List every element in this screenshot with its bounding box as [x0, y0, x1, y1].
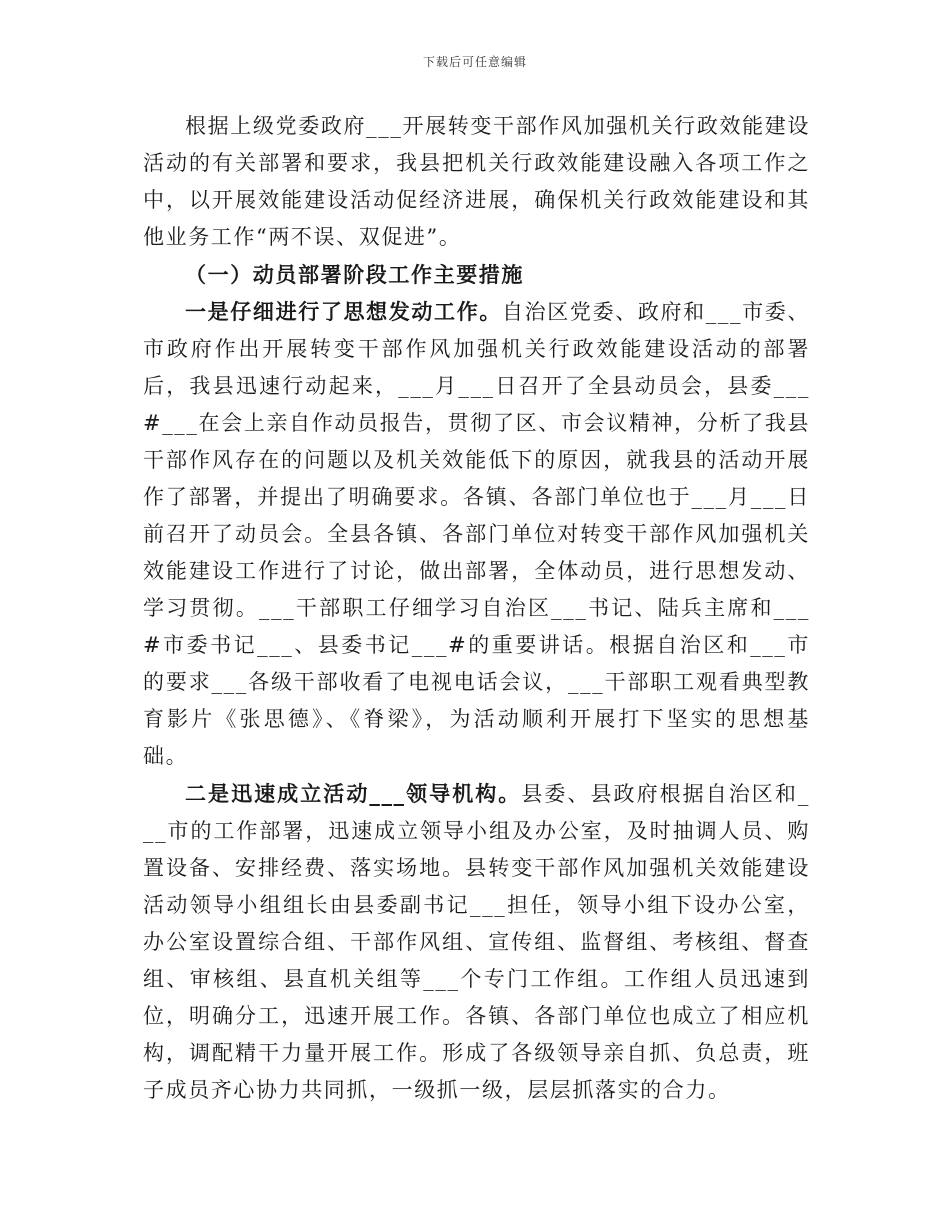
intro-paragraph: 根据上级党委政府___开展转变干部作风加强机关行政效能建设活动的有关部署和要求，我县把机关行政效能建设融入各项工作之中，以开展效能建设活动促经济进展，确保机关行政效能建设和其他业务工作“两不误、双促进”。 [143, 114, 810, 249]
paragraph-lead: 二是迅速成立活动___领导机构。 [185, 781, 522, 806]
page-header: 下载后可任意编辑 [422, 55, 527, 69]
paragraph-body: 自治区党委、政府和___市委、市政府作出开展转变干部作风加强机关行政效能建设活动的部署后，我县迅速行动起来，___月___日召开了全县动员会，县委___#___在会上亲自作动员报告，贯彻了区、市会议精神，分析了我县干部作风存在的问题以及机关效能低下的原因，就我县的活动开展作了部署，并提出了明确要求。各镇、各部门单位也于___月___日前召开了动员会。全县各镇、各部门单位对转变干部作风加强机关效能建设工作进行了讨论，做出部署，全体动员，进行思想发动、学习贯彻。___干部职工仔细学习自治区___书记、陆兵主席和___#市委书记___、县委书记___#的重要讲话。根据自治区和___市的要求___各级干部收看了电视电话会议，___干部职工观看典型教育影片《张思德》、《脊梁》，为活动顺利开展打下坚实的思想基础。 [143, 300, 811, 768]
paragraph-mobilization [143, 293, 810, 775]
document-body [143, 108, 810, 1109]
paragraph-lead: 一是仔细进行了思想发动工作。 [185, 299, 502, 324]
section-heading: （一）动员部署阶段工作主要措施 [185, 262, 524, 287]
paragraph-leadership [143, 775, 810, 1109]
paragraph-body: 县委、县政府根据自治区和___市的工作部署，迅速成立领导小组及办公室，及时抽调人员、购置设备、安排经费、落实场地。县转变干部作风加强机关效能建设活动领导小组组长由县委副书记___担任，领导小组下设办公室，办公室设置综合组、干部作风组、宣传组、监督组、考核组、督查组、审核组、县直机关组等___个专门工作组。工作组人员迅速到位，明确分工，迅速开展工作。各镇、各部门单位也成立了相应机构，调配精干力量开展工作。形成了各级领导亲自抓、负总责，班子成员齐心协力共同抓，一级抓一级，层层抓落实的合力。 [143, 782, 810, 1102]
